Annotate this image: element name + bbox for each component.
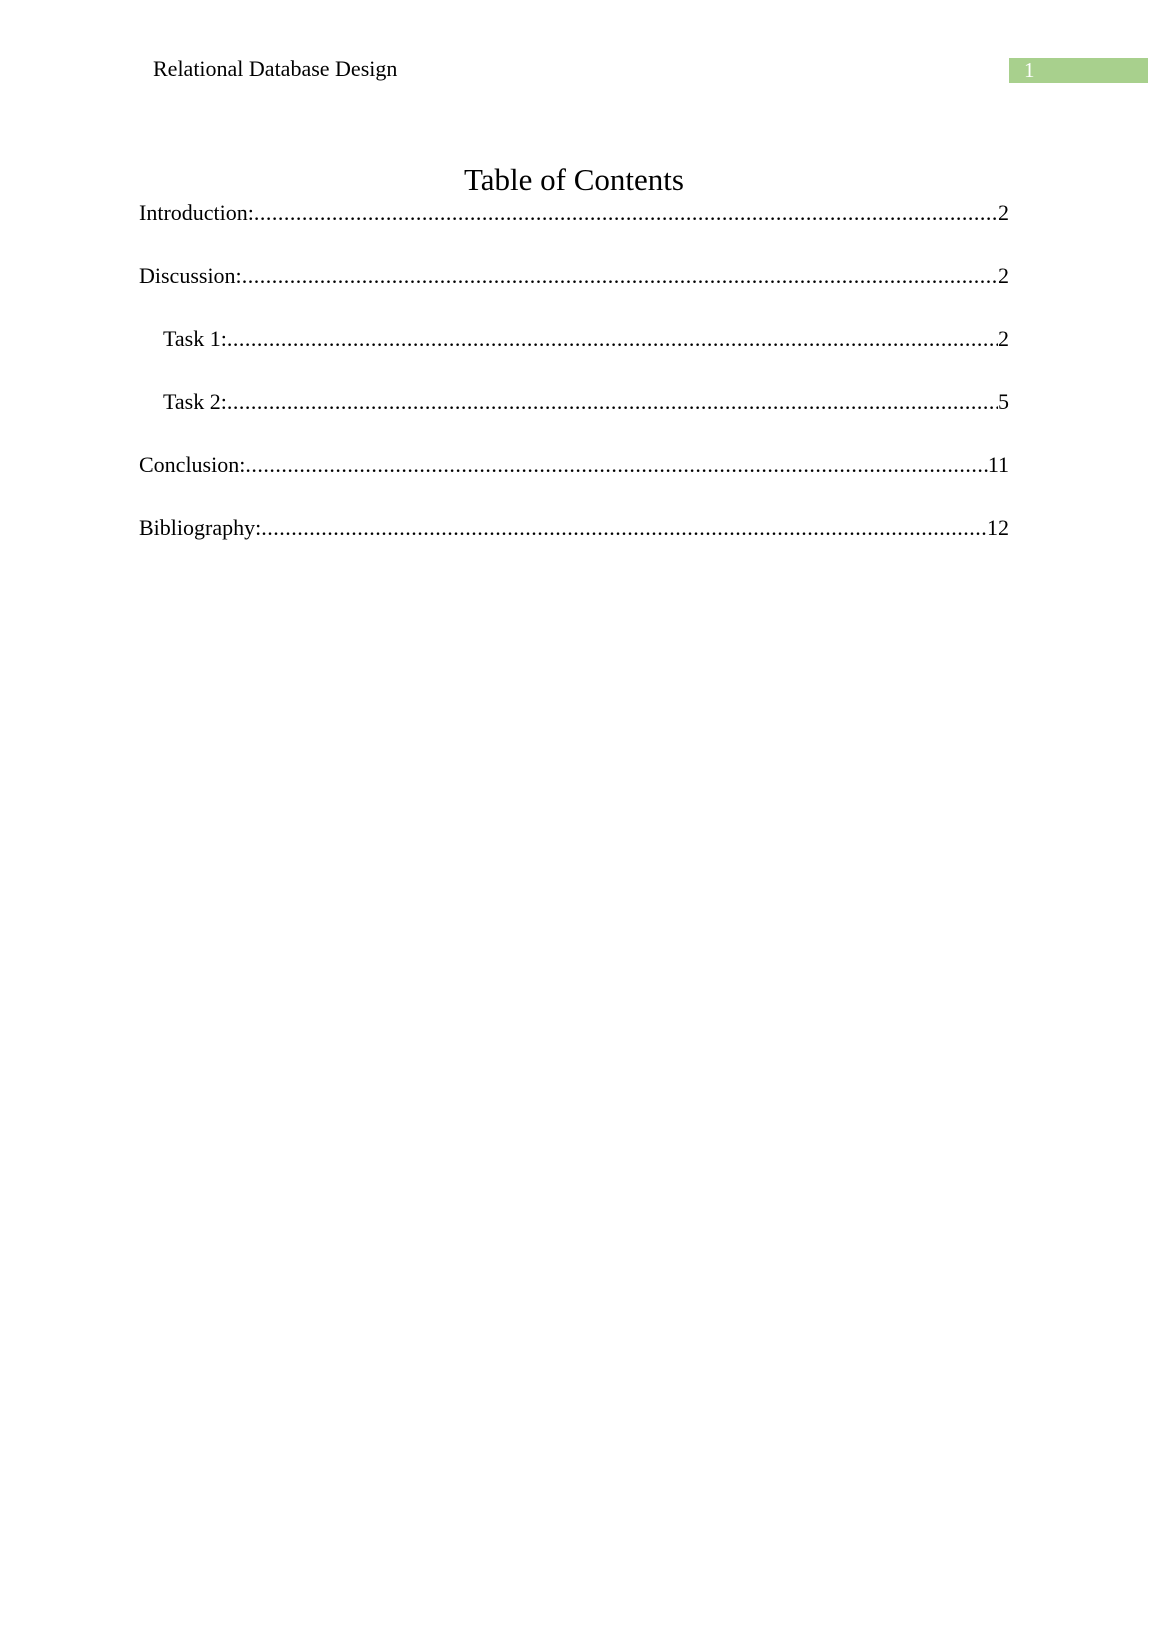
toc-entry-label: Conclusion: bbox=[139, 452, 246, 477]
toc-entry-label: Discussion: bbox=[139, 263, 242, 288]
toc-dot-leader bbox=[242, 263, 998, 289]
page-number-badge bbox=[1009, 58, 1148, 83]
toc-entry-page: 5 bbox=[998, 389, 1009, 414]
toc-entry-task-2[interactable] bbox=[163, 389, 1009, 415]
toc-entry-page: 11 bbox=[987, 452, 1009, 477]
toc-entry-conclusion[interactable] bbox=[139, 452, 1009, 478]
toc-heading: Table of Contents bbox=[464, 162, 684, 197]
toc-dot-leader bbox=[245, 452, 987, 478]
toc-entry-label: Bibliography: bbox=[139, 515, 262, 540]
toc-dot-leader bbox=[254, 200, 998, 226]
running-header-title: Relational Database Design bbox=[153, 56, 398, 81]
toc-entry-page: 2 bbox=[998, 263, 1009, 288]
toc-dot-leader bbox=[227, 389, 998, 415]
toc-entry-label: Introduction: bbox=[139, 200, 254, 225]
toc-entry-label: Task 1: bbox=[163, 326, 227, 351]
toc-dot-leader bbox=[261, 515, 987, 541]
toc-entry-discussion[interactable] bbox=[139, 263, 1009, 289]
toc-dot-leader bbox=[227, 326, 998, 352]
toc-entry-page: 2 bbox=[998, 326, 1009, 351]
toc-entry-task-1[interactable] bbox=[163, 326, 1009, 352]
toc-entry-introduction[interactable] bbox=[139, 200, 1009, 226]
page-number: 1 bbox=[1024, 58, 1035, 82]
toc-entry-label: Task 2: bbox=[163, 389, 227, 414]
toc-entry-page: 2 bbox=[998, 200, 1009, 225]
toc-entry-page: 12 bbox=[987, 515, 1009, 540]
toc-entry-bibliography[interactable] bbox=[139, 515, 1009, 541]
